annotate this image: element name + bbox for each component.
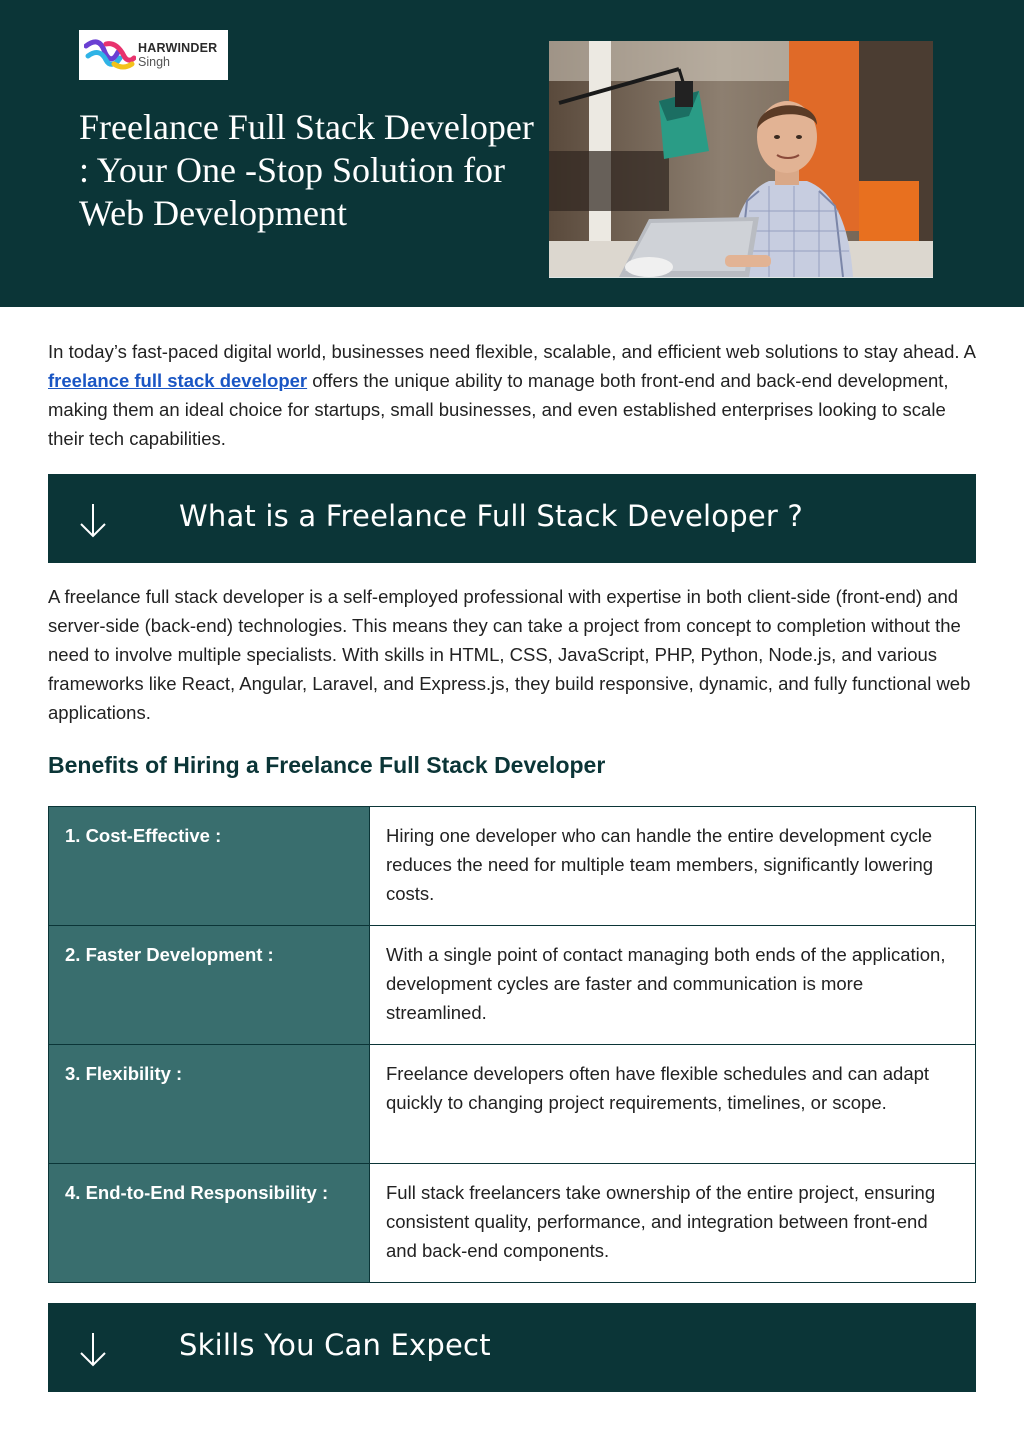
section-title-what-is: What is a Freelance Full Stack Developer ?	[179, 499, 804, 533]
table-row	[49, 926, 976, 1045]
benefit-description: Freelance developers often have flexible schedules and can adapt quickly to changing project requirements, timelines, or scope.	[370, 1045, 976, 1164]
section-title-skills: Skills You Can Expect	[179, 1328, 491, 1362]
benefit-label: 1. Cost-Effective :	[49, 807, 370, 926]
benefit-description: With a single point of contact managing both ends of the application, development cycles are faster and communication is more streamlined.	[370, 926, 976, 1045]
hero-photo	[549, 41, 933, 278]
table-row	[49, 1045, 976, 1164]
brand-name: HARWINDER	[138, 41, 218, 55]
section-banner-skills	[48, 1303, 976, 1392]
benefit-description: Hiring one developer who can handle the entire development cycle reduces the need for multiple team members, significantly lowering costs.	[370, 807, 976, 926]
brand-logo[interactable]	[79, 30, 228, 80]
benefit-label: 3. Flexibility :	[49, 1045, 370, 1164]
table-row	[49, 807, 976, 926]
page-title: Freelance Full Stack Developer : Your One -Stop Solution for Web Development	[79, 107, 534, 233]
arrow-down-icon	[78, 1329, 108, 1369]
freelance-developer-link[interactable]: freelance full stack developer	[48, 370, 308, 391]
intro-text-after: offers the unique ability to manage both front-end and back-end development, making them an ideal choice for startups, small businesses, and even established enterprises looking to scale their tech capabilities.	[48, 370, 949, 449]
table-row	[49, 1164, 976, 1283]
benefits-heading: Benefits of Hiring a Freelance Full Stack Developer	[48, 752, 606, 778]
arrow-down-icon	[78, 500, 108, 540]
brand-logo-mark	[84, 38, 136, 72]
hero-header	[0, 0, 1024, 307]
benefit-description: Full stack freelancers take ownership of the entire project, ensuring consistent quality, performance, and integration between front-end and back-end components.	[370, 1164, 976, 1283]
intro-paragraph	[48, 337, 978, 453]
definition-paragraph: A freelance full stack developer is a self-employed professional with expertise in both client-side (front-end) and server-side (back-end) technologies. This means they can take a project from concept to completion without the need to involve multiple specialists. With skills in HTML, CSS, JavaScript, PHP, Python, Node.js, and various frameworks like React, Angular, Laravel, and Express.js, they build responsive, dynamic, and fully functional web applications.	[48, 586, 971, 723]
benefit-label: 4. End-to-End Responsibility :	[49, 1164, 370, 1283]
benefits-table	[48, 806, 976, 1283]
section-banner-what-is	[48, 474, 976, 563]
benefit-label: 2. Faster Development :	[49, 926, 370, 1045]
brand-subname: Singh	[138, 54, 170, 69]
intro-text-before: In today’s fast-paced digital world, businesses need flexible, scalable, and efficient web solutions to stay ahead. A	[48, 341, 975, 362]
